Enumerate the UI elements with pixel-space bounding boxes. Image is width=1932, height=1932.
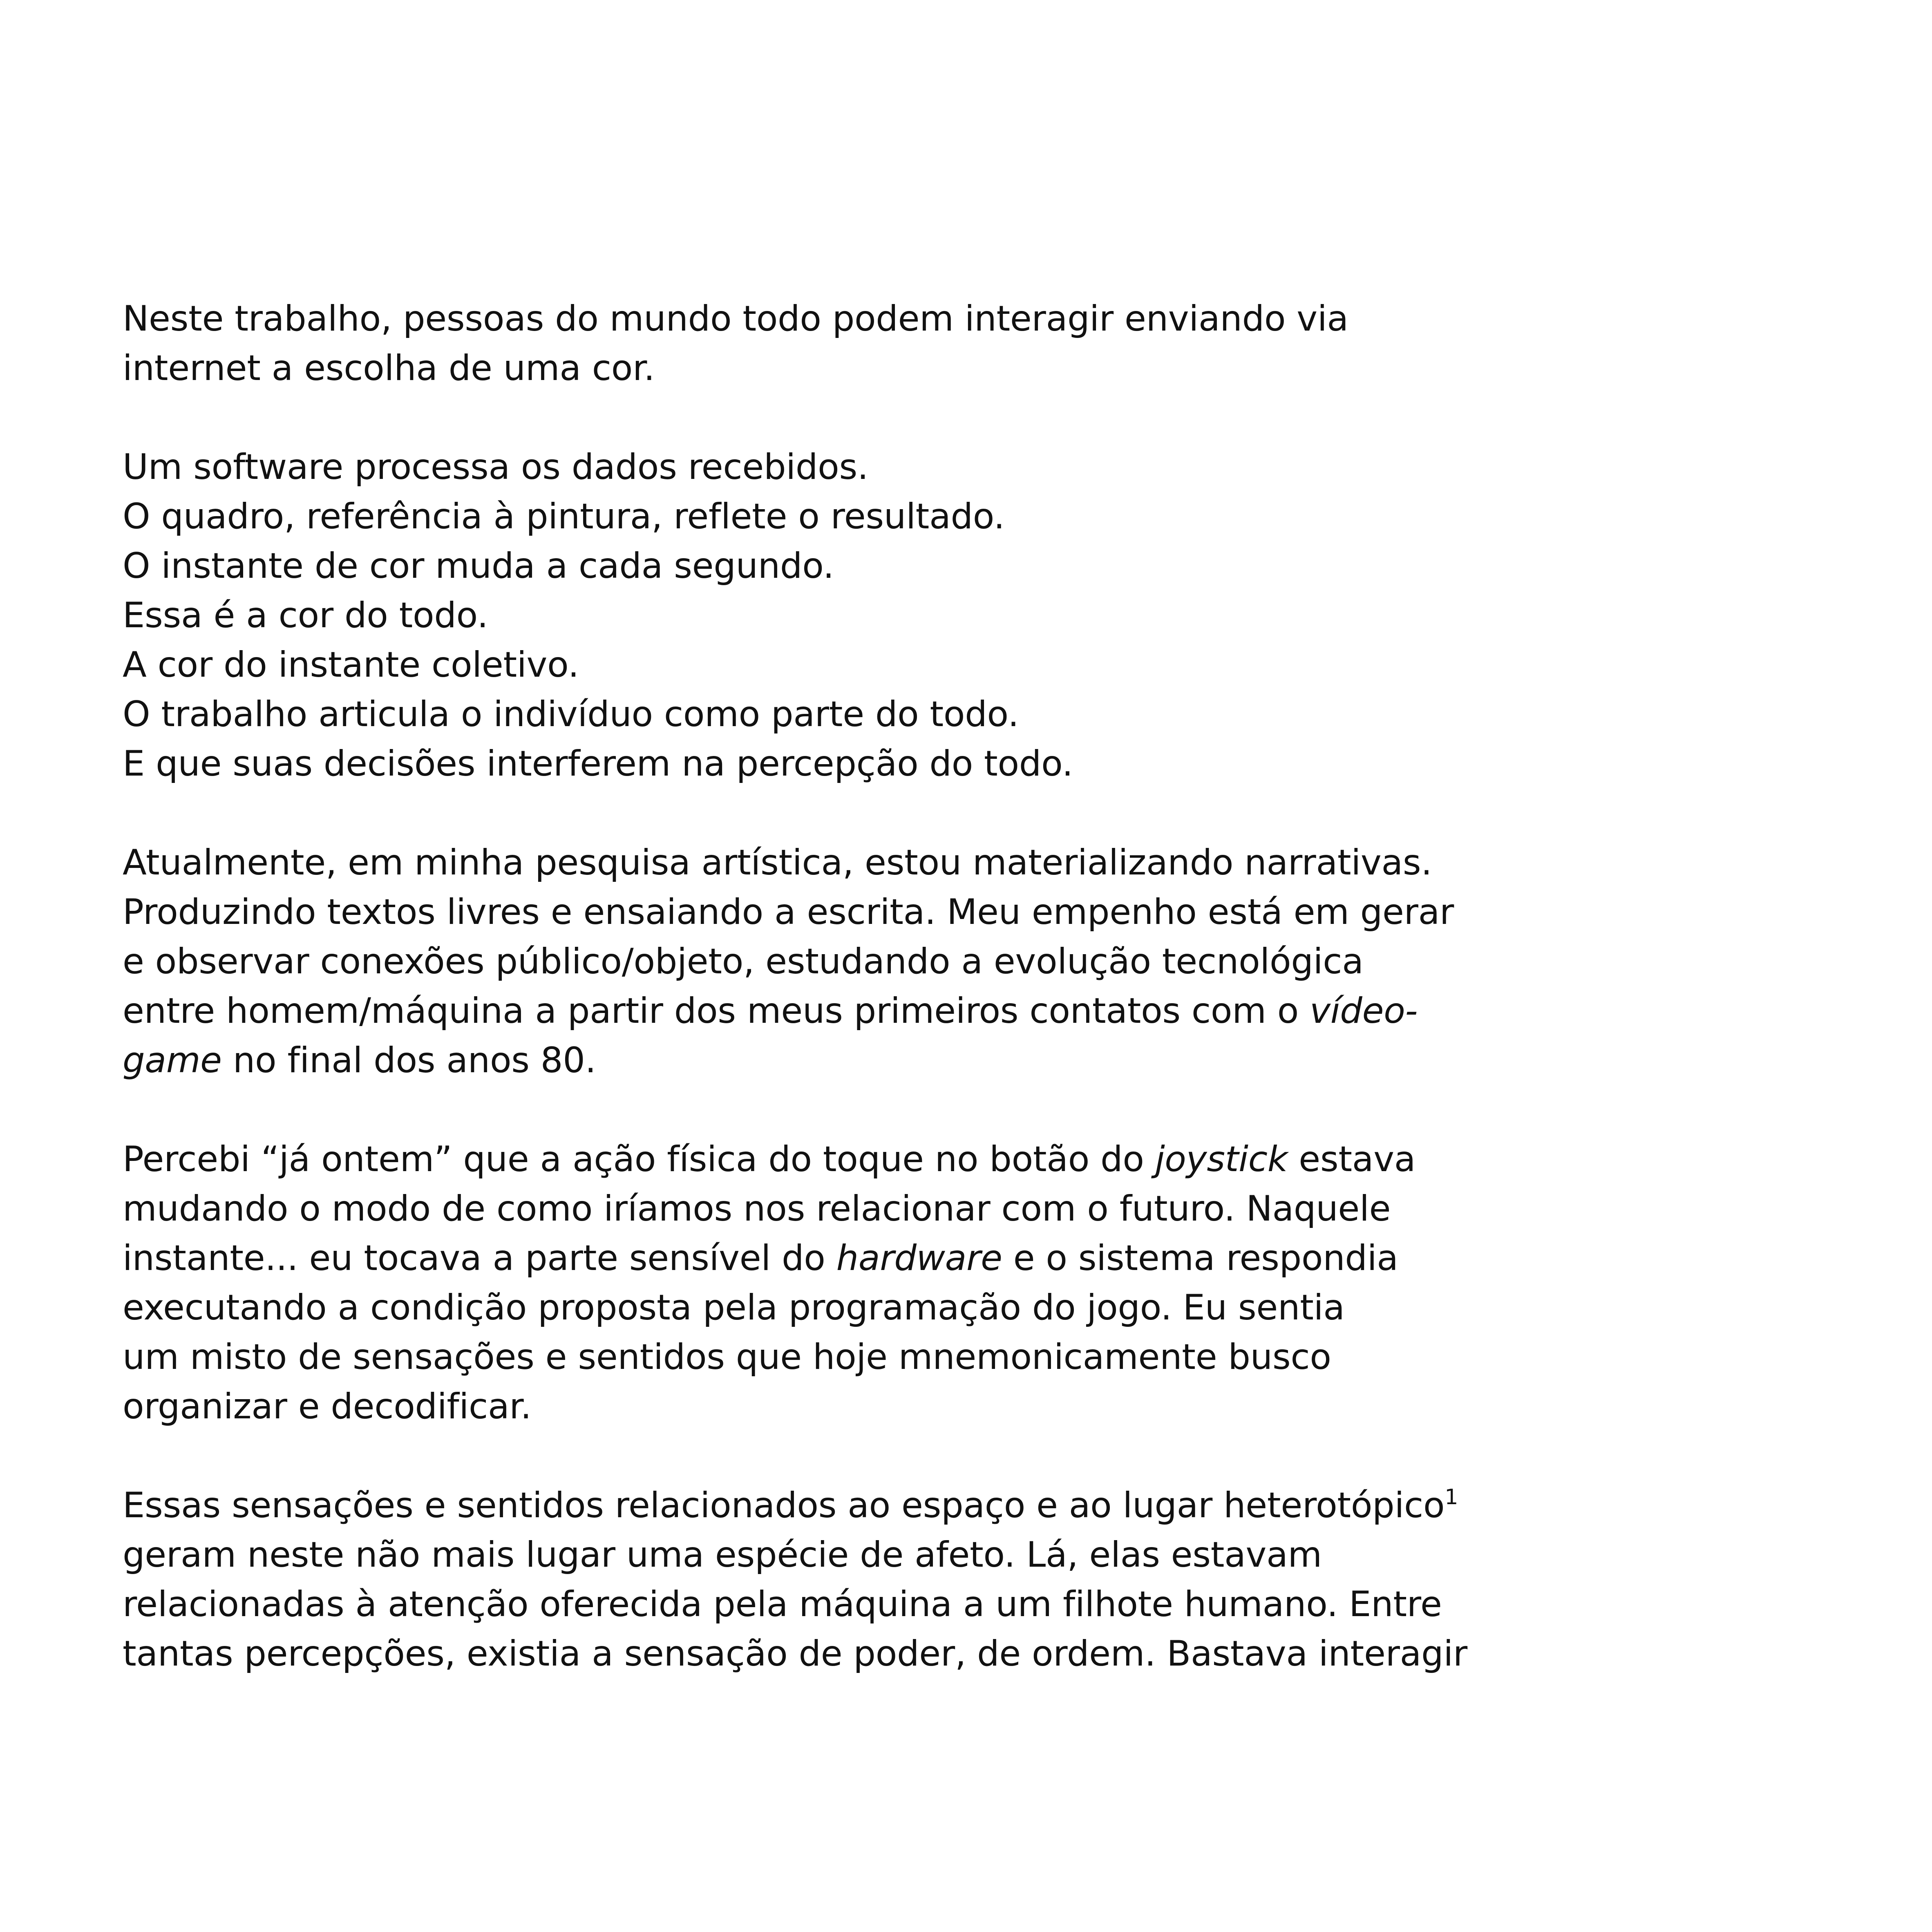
text-line xyxy=(123,640,1635,690)
text-line xyxy=(123,888,1635,937)
text-line xyxy=(123,739,1635,789)
text-line xyxy=(123,443,1635,492)
text-run: Um software processa os dados recebidos. xyxy=(123,447,869,487)
paragraph-p2 xyxy=(123,443,1635,789)
text-run: executando a condição proposta pela programação do jogo. Eu sentia xyxy=(123,1287,1345,1328)
text-run: O instante de cor muda a cada segundo. xyxy=(123,546,834,586)
paragraph-p4 xyxy=(123,1135,1635,1431)
italic-term: vídeo- xyxy=(1310,991,1418,1031)
italic-term: game xyxy=(123,1040,222,1081)
text-line xyxy=(123,1135,1635,1184)
paragraph-p3 xyxy=(123,838,1635,1085)
text-run: A cor do instante coletivo. xyxy=(123,644,579,685)
text-run: Percebi “já ontem” que a ação física do toque no botão do xyxy=(123,1139,1155,1180)
text-run: estava xyxy=(1288,1139,1416,1180)
text-run: O quadro, referência à pintura, reflete o resultado. xyxy=(123,496,1005,537)
text-line xyxy=(123,1382,1635,1431)
text-line xyxy=(123,294,1635,344)
body-text xyxy=(123,294,1635,1728)
text-line xyxy=(123,1629,1635,1679)
text-line xyxy=(123,986,1635,1036)
text-line xyxy=(123,1283,1635,1333)
text-line xyxy=(123,1036,1635,1085)
text-run: organizar e decodificar. xyxy=(123,1386,532,1427)
text-line xyxy=(123,1184,1635,1234)
text-line xyxy=(123,1234,1635,1283)
text-line xyxy=(123,344,1635,393)
text-run: Essas sensações e sentidos relacionados ao espaço e ao lugar heterotópico xyxy=(123,1485,1445,1526)
text-run: no final dos anos 80. xyxy=(221,1040,596,1081)
text-run: um misto de sensações e sentidos que hoje mnemonicamente busco xyxy=(123,1337,1331,1377)
paragraph-p5 xyxy=(123,1481,1635,1679)
text-run: E que suas decisões interferem na percepção do todo. xyxy=(123,743,1073,784)
text-line xyxy=(123,492,1635,541)
text-run: geram neste não mais lugar uma espécie de afeto. Lá, elas estavam xyxy=(123,1534,1322,1575)
text-line xyxy=(123,1580,1635,1629)
text-run: e o sistema respondia xyxy=(1002,1238,1398,1279)
text-run: relacionadas à atenção oferecida pela máquina a um filhote humano. Entre xyxy=(123,1584,1442,1625)
text-run: Essa é a cor do todo. xyxy=(123,595,488,636)
text-run: Neste trabalho, pessoas do mundo todo podem interagir enviando via xyxy=(123,298,1348,339)
footnote-marker: 1 xyxy=(1445,1485,1458,1509)
text-run: Produzindo textos livres e ensaiando a escrita. Meu empenho está em gerar xyxy=(123,892,1454,932)
text-run: mudando o modo de como iríamos nos relacionar com o futuro. Naquele xyxy=(123,1188,1391,1229)
text-line xyxy=(123,1530,1635,1580)
italic-term: hardware xyxy=(836,1238,1002,1279)
text-line xyxy=(123,937,1635,986)
text-run: Atualmente, em minha pesquisa artística, estou materializando narrativas. xyxy=(123,842,1432,883)
paragraph-p1 xyxy=(123,294,1635,393)
text-run: O trabalho articula o indivíduo como parte do todo. xyxy=(123,694,1019,735)
text-run: e observar conexões público/objeto, estudando a evolução tecnológica xyxy=(123,941,1364,982)
italic-term: joystick xyxy=(1155,1139,1288,1180)
text-run: tantas percepções, existia a sensação de poder, de ordem. Bastava interagir xyxy=(123,1633,1467,1674)
text-line xyxy=(123,1481,1635,1530)
text-run: internet a escolha de uma cor. xyxy=(123,348,655,389)
text-line xyxy=(123,591,1635,640)
text-line xyxy=(123,838,1635,888)
text-run: instante... eu tocava a parte sensível do xyxy=(123,1238,836,1279)
text-line xyxy=(123,541,1635,591)
text-run: entre homem/máquina a partir dos meus primeiros contatos com o xyxy=(123,991,1310,1031)
text-line xyxy=(123,1333,1635,1382)
text-line xyxy=(123,690,1635,739)
